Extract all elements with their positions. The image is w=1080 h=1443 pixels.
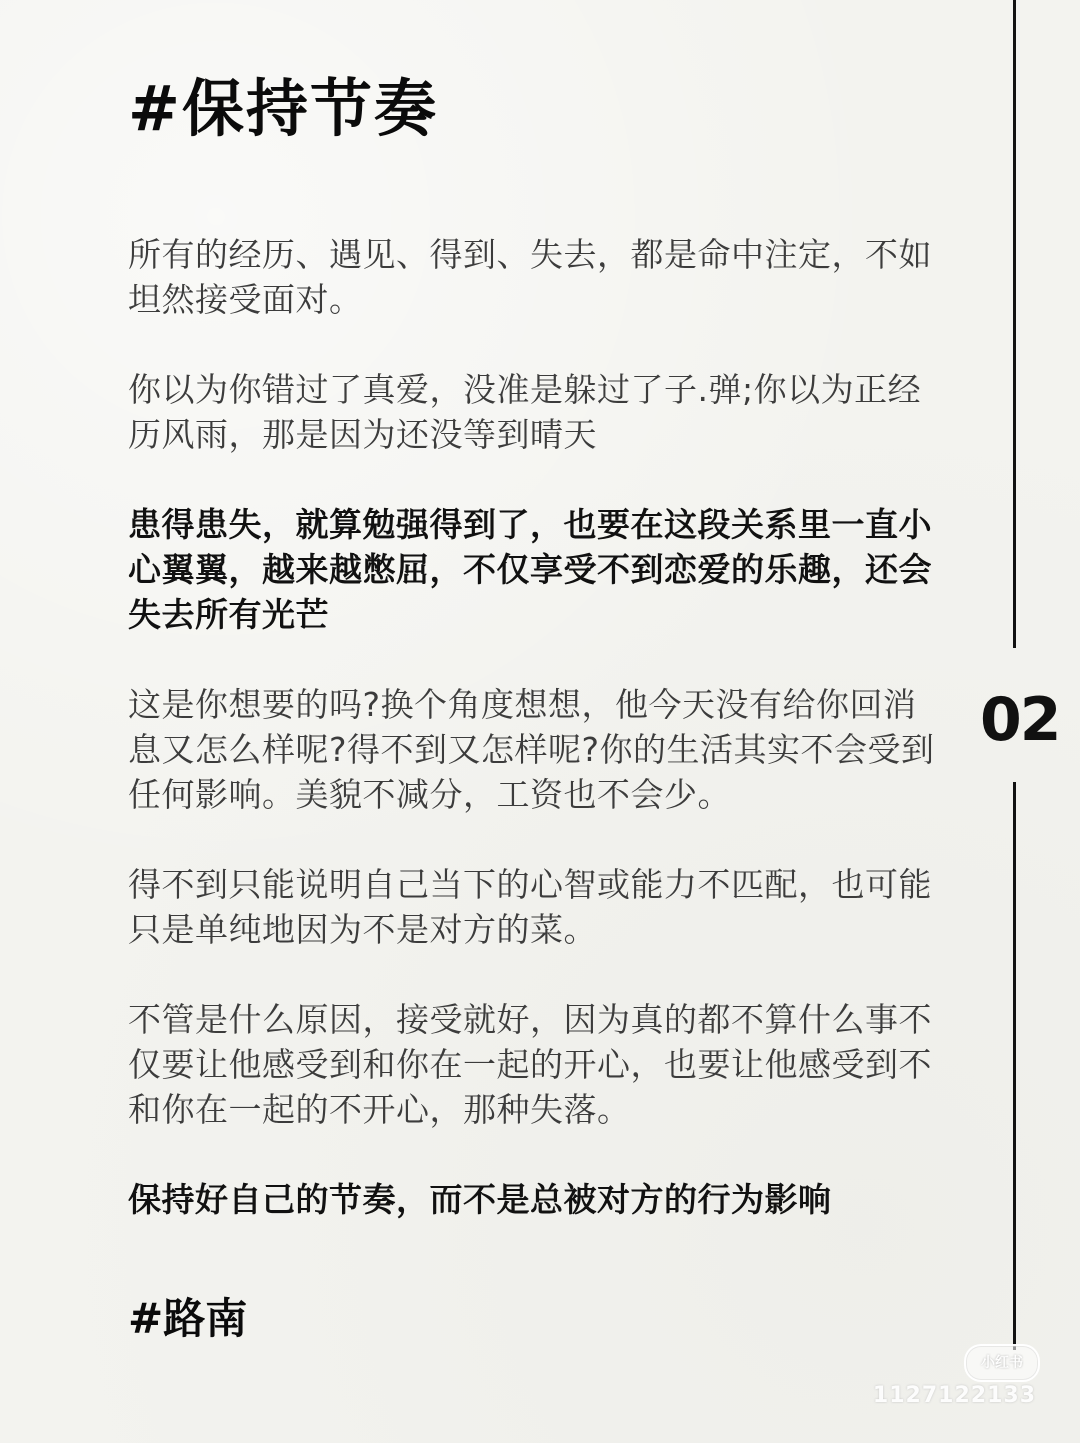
page-number: 02 [980,685,1060,755]
paragraph-3: 患得患失，就算勉强得到了，也要在这段关系里一直小心翼翼，越来越憋屈，不仅享受不到恋爱的乐趣，还会失去所有光芒 [128,505,932,634]
vertical-divider-top [1013,0,1016,648]
watermark-id: 1127122133 [872,1383,1036,1408]
brand-watermark: 小红书 [964,1344,1040,1382]
vertical-divider-bottom [1013,782,1016,1350]
paragraph-6: 不管是什么原因，接受就好，因为真的都不算什么事不仅要让他感受到和你在一起的开心，也要让他感受到不和你在一起的不开心，那种失落。 [128,1000,932,1129]
footer-hashtag: #路南 [128,1294,248,1343]
page-title: #保持节奏 [128,72,438,145]
paragraph-1: 所有的经历、遇见、得到、失去，都是命中注定，不如坦然接受面对。 [128,235,932,319]
article-content [128,232,948,1222]
paragraph-5: 得不到只能说明自己当下的心智或能力不匹配，也可能只是单纯地因为不是对方的菜。 [128,865,932,949]
paragraph-4: 这是你想要的吗?换个角度想想，他今天没有给你回消息又怎么样呢?得不到又怎样呢?你的生活其实不会受到任何影响。美貌不减分，工资也不会少。 [128,685,935,814]
paragraph-2: 你以为你错过了真爱，没准是躲过了子.弹;你以为正经历风雨，那是因为还没等到晴天 [128,370,922,454]
paragraph-7: 保持好自己的节奏，而不是总被对方的行为影响 [128,1180,832,1219]
